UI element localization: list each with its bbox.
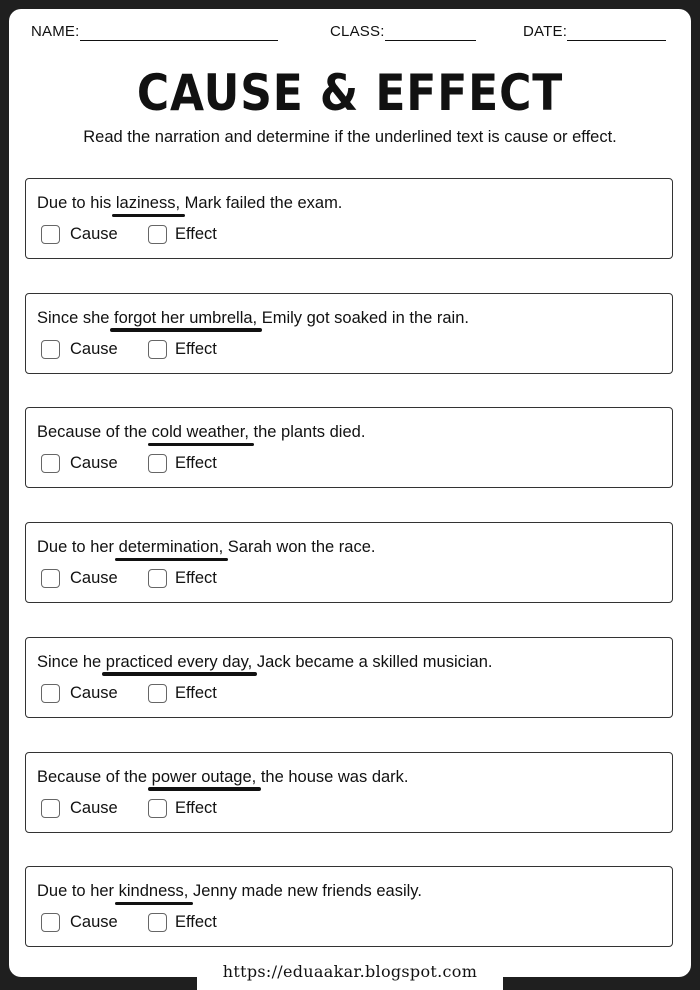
question-text-after: the house was dark. <box>256 767 409 786</box>
effect-label: Effect <box>175 225 217 243</box>
footer-url: https://eduaakar.blogspot.com <box>222 962 478 981</box>
question-text <box>37 767 409 787</box>
name-label: NAME: <box>31 23 80 40</box>
underlined-text: forgot her umbrella, <box>114 308 258 327</box>
cause-option[interactable] <box>41 913 118 932</box>
effect-label: Effect <box>175 339 217 358</box>
effect-checkbox[interactable] <box>148 569 167 588</box>
effect-checkbox[interactable] <box>148 799 167 818</box>
question-text-before: Due to his <box>37 194 116 212</box>
cause-checkbox[interactable] <box>41 454 60 473</box>
question-text-before: Because of the <box>37 767 152 786</box>
student-info-row <box>9 23 691 49</box>
effect-checkbox[interactable] <box>148 225 167 244</box>
underlined-text: kindness, <box>118 882 189 901</box>
question-text-before: Due to her <box>37 538 119 557</box>
name-field[interactable] <box>31 23 278 41</box>
question-box <box>25 407 673 488</box>
cause-checkbox[interactable] <box>41 340 60 359</box>
question-text <box>37 422 365 442</box>
effect-checkbox[interactable] <box>148 454 167 473</box>
effect-label: Effect <box>175 569 217 588</box>
effect-option[interactable] <box>148 799 217 818</box>
cause-option[interactable] <box>41 569 118 588</box>
question-box <box>25 293 673 374</box>
cause-label: Cause <box>70 339 118 358</box>
worksheet-page <box>9 9 691 977</box>
page-title: CAUSE & EFFECT <box>136 64 564 122</box>
footer-tab <box>197 958 503 990</box>
cause-option[interactable] <box>41 340 118 359</box>
cause-label: Cause <box>70 683 118 702</box>
question-text <box>37 881 422 901</box>
cause-label: Cause <box>70 569 118 588</box>
underlined-text: practiced every day, <box>105 652 253 671</box>
cause-label: Cause <box>70 913 118 932</box>
underlined-text: determination, <box>118 538 224 557</box>
question-text <box>37 308 469 328</box>
class-line[interactable] <box>385 23 476 41</box>
question-box <box>25 522 673 603</box>
underlined-text: power outage, <box>151 767 257 786</box>
question-text-before: Since she <box>37 308 115 327</box>
cause-label: Cause <box>70 225 118 243</box>
cause-label: Cause <box>70 798 118 817</box>
question-text-before: Since he <box>37 652 106 671</box>
cause-option[interactable] <box>41 684 118 703</box>
name-line[interactable] <box>80 23 278 41</box>
question-text <box>37 652 493 672</box>
effect-label: Effect <box>175 798 217 817</box>
effect-checkbox[interactable] <box>148 684 167 703</box>
question-box <box>25 178 673 259</box>
question-box <box>25 637 673 718</box>
cause-checkbox[interactable] <box>41 684 60 703</box>
date-line[interactable] <box>567 23 666 41</box>
effect-checkbox[interactable] <box>148 913 167 932</box>
question-text-after: Emily got soaked in the rain. <box>257 308 469 327</box>
effect-label: Effect <box>175 913 217 932</box>
date-field[interactable] <box>523 23 666 41</box>
cause-option[interactable] <box>41 225 118 244</box>
effect-checkbox[interactable] <box>148 340 167 359</box>
effect-option[interactable] <box>148 340 217 359</box>
cause-checkbox[interactable] <box>41 225 60 244</box>
question-text-after: Sarah won the race. <box>223 538 376 557</box>
question-text-after: Mark failed the exam. <box>180 194 343 212</box>
effect-option[interactable] <box>148 913 217 932</box>
question-text-after: Jenny made new friends easily. <box>188 882 422 901</box>
underlined-text: laziness, <box>115 194 181 212</box>
effect-label: Effect <box>175 454 217 473</box>
question-text-after: Jack became a skilled musician. <box>252 652 493 671</box>
class-field[interactable] <box>330 23 476 41</box>
cause-checkbox[interactable] <box>41 799 60 818</box>
effect-option[interactable] <box>148 569 217 588</box>
question-box <box>25 752 673 833</box>
effect-label: Effect <box>175 683 217 702</box>
cause-checkbox[interactable] <box>41 913 60 932</box>
question-text <box>37 193 342 213</box>
question-text-before: Due to her <box>37 882 119 901</box>
underlined-text: cold weather, <box>151 423 249 442</box>
effect-option[interactable] <box>148 454 217 473</box>
cause-checkbox[interactable] <box>41 569 60 588</box>
question-text-before: Because of the <box>37 423 152 442</box>
instructions: Read the narration and determine if the underlined text is cause or effect. <box>83 128 617 146</box>
question-text-after: the plants died. <box>248 423 366 442</box>
effect-option[interactable] <box>148 684 217 703</box>
date-label: DATE: <box>523 23 568 40</box>
cause-option[interactable] <box>41 799 118 818</box>
cause-option[interactable] <box>41 454 118 473</box>
question-box <box>25 866 673 947</box>
question-text <box>37 537 375 557</box>
effect-option[interactable] <box>148 225 217 244</box>
class-label: CLASS: <box>330 23 385 40</box>
cause-label: Cause <box>70 454 118 473</box>
